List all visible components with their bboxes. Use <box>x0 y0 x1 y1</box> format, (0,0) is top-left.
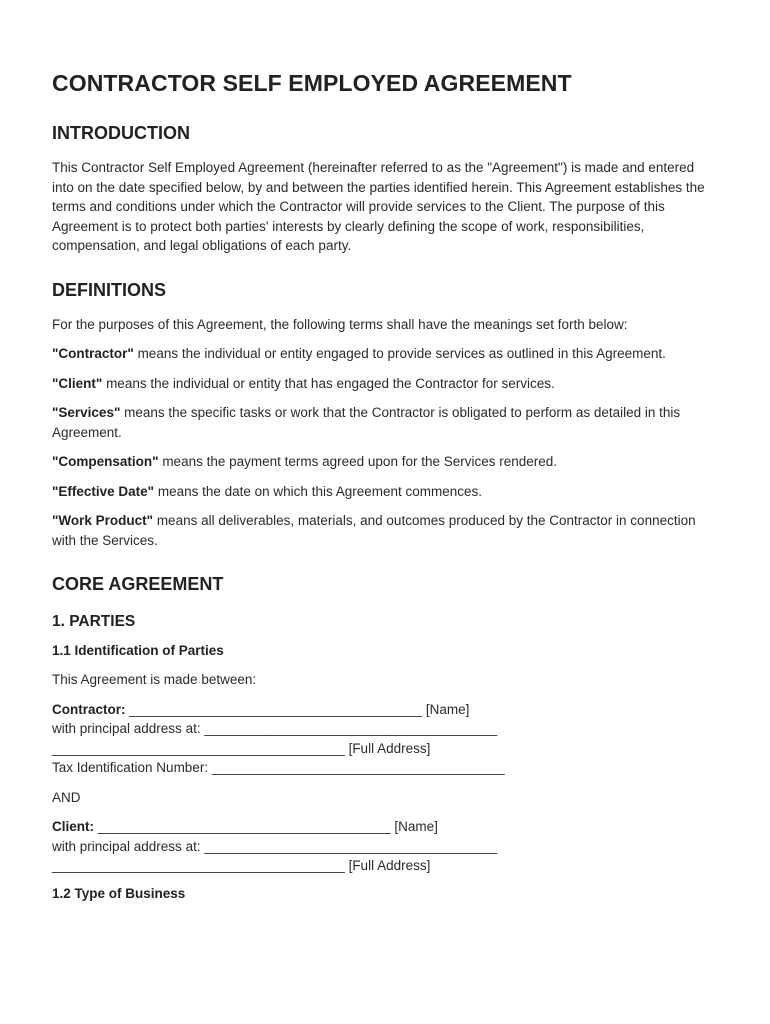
definition-contractor <box>52 344 718 364</box>
definition-term: "Compensation" <box>52 454 159 469</box>
definition-text: means the individual or entity that has engaged the Contractor for services. <box>102 375 555 391</box>
parties-heading: 1. PARTIES <box>52 613 136 630</box>
tax-id-line: Tax Identification Number: _______________________________________ <box>52 760 505 775</box>
type-of-business-heading: 1.2 Type of Business <box>52 885 186 901</box>
definition-effective-date <box>52 482 718 502</box>
definition-text: means the specific tasks or work that the Contractor is obligated to perform as detailed in this Agreement. <box>52 405 681 440</box>
and-text: AND <box>52 789 81 805</box>
made-between-text: This Agreement is made between: <box>52 672 257 687</box>
definition-term: "Contractor" <box>52 346 134 361</box>
definition-term: "Effective Date" <box>52 483 155 499</box>
document-title: CONTRACTOR SELF EMPLOYED AGREEMENT <box>52 70 572 96</box>
definition-text: means the individual or entity engaged to provide services as outlined in this Agreement. <box>133 346 666 361</box>
contractor-address-line-2: _______________________________________ [Full Address] <box>52 740 431 756</box>
client-address-line-2: _______________________________________ [Full Address] <box>52 858 431 873</box>
definition-term: "Client" <box>52 375 103 391</box>
introduction-text: This Contractor Self Employed Agreement (hereinafter referred to as the "Agreement") is made and entered into on the date specified below, by and between the parties identified herein. This Agreement establishes the terms and conditions under which the Contractor will provide services to the Client. The purpose of this Agreement is to protect both parties' interests by clearly defining the scope of work, responsibilities, compensation, and legal obligations of each party. <box>52 160 705 253</box>
client-name-blank: _______________________________________ [Name] <box>94 819 438 834</box>
client-address-line: with principal address at: _______________________________________ <box>52 838 498 854</box>
definition-text: means the payment terms agreed upon for the Services rendered. <box>158 454 558 469</box>
definitions-heading: DEFINITIONS <box>52 279 167 300</box>
definition-term: "Work Product" <box>52 513 154 528</box>
definition-text: means all deliverables, materials, and outcomes produced by the Contractor in connection with the Services. <box>52 513 696 548</box>
introduction-heading: INTRODUCTION <box>52 123 190 143</box>
client-label: Client: <box>52 819 94 834</box>
definition-services <box>52 403 718 442</box>
contractor-label: Contractor: <box>52 701 126 717</box>
definition-text: means the date on which this Agreement commences. <box>154 483 483 499</box>
core-agreement-heading: CORE AGREEMENT <box>52 574 224 594</box>
contractor-name-blank: _______________________________________ [Name] <box>125 701 470 717</box>
client-block <box>52 817 718 876</box>
identification-heading: 1.1 Identification of Parties <box>52 643 224 658</box>
contractor-address-line: with principal address at: _______________________________________ <box>52 721 498 736</box>
definition-compensation <box>52 452 718 472</box>
contractor-block <box>52 700 718 778</box>
definitions-intro: For the purposes of this Agreement, the following terms shall have the meanings set forth below: <box>52 316 628 332</box>
definition-work-product <box>52 511 718 550</box>
client-name-line <box>52 817 718 837</box>
definition-client <box>52 374 718 394</box>
definition-term: "Services" <box>52 405 121 420</box>
contractor-name-line <box>52 700 718 720</box>
